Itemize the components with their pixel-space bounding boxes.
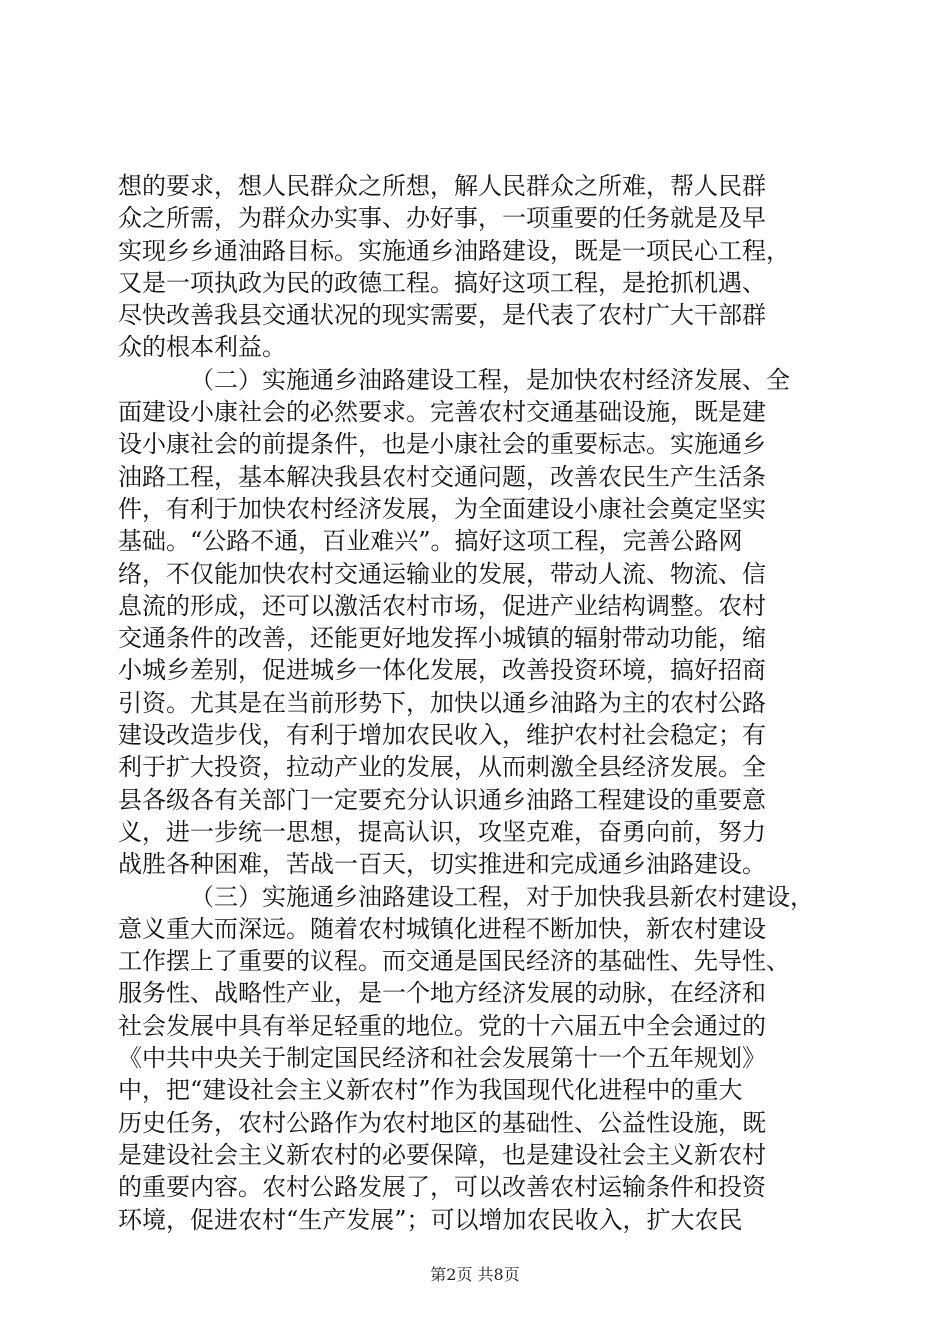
text-line: 建设改造步伐，有利于增加农民收入，维护农村社会稳定；有	[118, 721, 766, 750]
text-line: 设小康社会的前提条件，也是小康社会的重要标志。实施通乡	[118, 430, 766, 459]
paragraph-start-line: （二）实施通乡油路建设工程，是加快农村经济发展、全	[190, 365, 790, 394]
text-line: 社会发展中具有举足轻重的地位。党的十六届五中全会通过的	[118, 1011, 766, 1040]
text-line: 交通条件的改善，还能更好地发挥小城镇的辐射带动功能，缩	[118, 624, 766, 653]
text-line: 工作摆上了重要的议程。而交通是国民经济的基础性、先导性、	[118, 947, 790, 976]
text-line: 的重要内容。农村公路发展了，可以改善农村运输条件和投资	[118, 1173, 766, 1202]
text-line: 尽快改善我县交通状况的现实需要，是代表了农村广大干部群	[118, 301, 766, 330]
text-line: 众的根本利益。	[118, 333, 286, 362]
text-line: 历史任务，农村公路作为农村地区的基础性、公益性设施，既	[118, 1108, 766, 1137]
text-line: 引资。尤其是在当前形势下，加快以通乡油路为主的农村公路	[118, 688, 766, 717]
text-line: 想的要求，想人民群众之所想，解人民群众之所难，帮人民群	[118, 172, 766, 200]
text-line: 服务性、战略性产业，是一个地方经济发展的动脉，在经济和	[118, 979, 766, 1008]
paragraph-start-line: （三）实施通乡油路建设工程，对于加快我县新农村建设，	[190, 882, 814, 911]
text-line: 是建设社会主义新农村的必要保障，也是建设社会主义新农村	[118, 1140, 766, 1169]
text-line: 众之所需，为群众办实事、办好事，一项重要的任务就是及早	[118, 204, 766, 233]
body-text	[118, 170, 838, 1236]
page-number-footer: 第2页 共8页	[430, 1265, 520, 1284]
text-line: 实现乡乡通油路目标。实施通乡油路建设，既是一项民心工程，	[118, 236, 790, 265]
text-line: 环境，促进农村“生产发展”；可以增加农民收入，扩大农民	[118, 1205, 743, 1234]
text-line: 息流的形成，还可以激活农村市场，促进产业结构调整。农村	[118, 591, 766, 620]
text-line: 油路工程，基本解决我县农村交通问题，改善农民生产生活条	[118, 462, 766, 491]
text-line: 意义重大而深远。随着农村城镇化进程不断加快，新农村建设	[118, 914, 766, 943]
text-line: 件，有利于加快农村经济发展，为全面建设小康社会奠定坚实	[118, 494, 766, 523]
text-line: 《中共中央关于制定国民经济和社会发展第十一个五年规划》	[118, 1044, 766, 1073]
text-line: 战胜各种困难，苦战一百天，切实推进和完成通乡油路建设。	[118, 850, 766, 879]
text-line: 基础。“公路不通，百业难兴”。搞好这项工程，完善公路网	[118, 527, 743, 556]
text-line: 利于扩大投资，拉动产业的发展，从而刺激全县经济发展。全	[118, 753, 766, 782]
text-line: 义，进一步统一思想，提高认识，攻坚克难，奋勇向前，努力	[118, 817, 766, 846]
text-line: 又是一项执政为民的政德工程。搞好这项工程，是抢抓机遇、	[118, 268, 766, 297]
text-line: 小城乡差别，促进城乡一体化发展，改善投资环境，搞好招商	[118, 656, 766, 685]
text-line: 县各级各有关部门一定要充分认识通乡油路工程建设的重要意	[118, 785, 766, 814]
text-line: 面建设小康社会的必然要求。完善农村交通基础设施，既是建	[118, 398, 766, 427]
text-line: 络，不仅能加快农村交通运输业的发展，带动人流、物流、信	[118, 559, 766, 588]
text-line: 中，把“建设社会主义新农村”作为我国现代化进程中的重大	[118, 1076, 743, 1105]
